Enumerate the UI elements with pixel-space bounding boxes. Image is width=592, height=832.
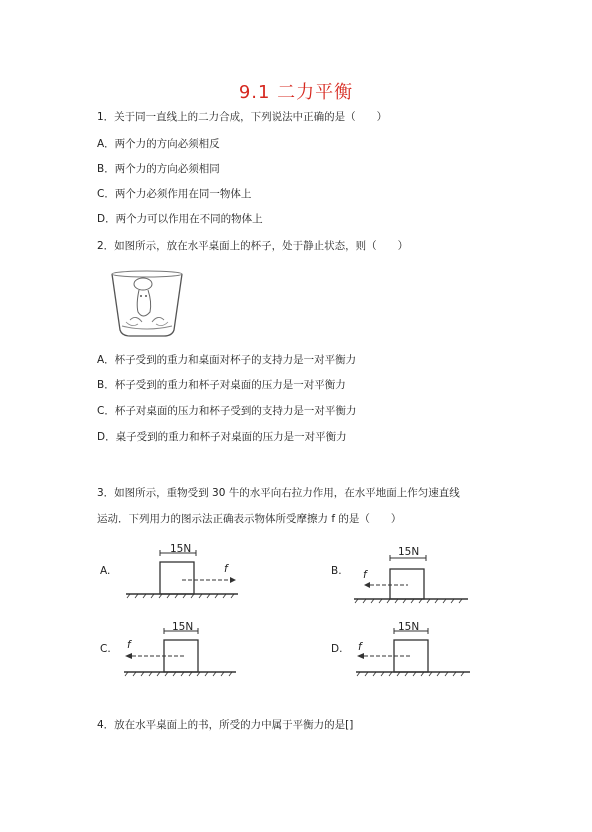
q1-option-b: B．两个力的方向必须相同 <box>97 163 220 175</box>
diagram-d-f-label: f <box>358 641 362 653</box>
q1-option-d: D．两个力可以作用在不同的物体上 <box>97 213 263 225</box>
diagram-a-letter: A. <box>100 565 111 577</box>
q2-option-b: B．杯子受到的重力和杯子对桌面的压力是一对平衡力 <box>97 379 346 391</box>
q3-stem-line1: 3．如图所示，重物受到 30 牛的水平向右拉力作用，在水平地面上作匀速直线 <box>97 487 460 499</box>
diagram-c <box>118 628 238 680</box>
diagram-b-letter: B. <box>331 565 342 577</box>
q2-option-c: C．杯子对桌面的压力和杯子受到的支持力是一对平衡力 <box>97 405 357 417</box>
q2-option-d: D．桌子受到的重力和杯子对桌面的压力是一对平衡力 <box>97 431 347 443</box>
diagram-d-scale-label: 15N <box>398 621 420 633</box>
page-title: 9.1 二力平衡 <box>238 82 354 103</box>
q2-option-a: A．杯子受到的重力和桌面对杯子的支持力是一对平衡力 <box>97 354 357 366</box>
diagram-a-f-label: f <box>224 563 228 575</box>
diagram-c-letter: C. <box>100 643 111 655</box>
diagram-c-scale-label: 15N <box>172 621 194 633</box>
q2-stem: 2．如图所示，放在水平桌面上的杯子，处于静止状态，则（ ） <box>97 240 409 252</box>
diagram-d <box>350 628 472 680</box>
diagram-b-f-label: f <box>363 569 367 581</box>
q4-stem: 4．放在水平桌面上的书，所受的力中属于平衡力的是[] <box>97 719 354 731</box>
diagram-a <box>122 550 242 600</box>
diagram-d-letter: D. <box>331 643 343 655</box>
cup-figure <box>108 270 186 340</box>
q3-stem-line2: 运动．下列用力的图示法正确表示物体所受摩擦力 f 的是（ ） <box>97 513 402 525</box>
diagram-b <box>350 555 470 605</box>
diagram-a-scale-label: 15N <box>170 543 192 555</box>
q1-option-c: C．两个力必须作用在同一物体上 <box>97 188 252 200</box>
q1-option-a: A．两个力的方向必须相反 <box>97 138 220 150</box>
q1-stem: 1．关于同一直线上的二力合成，下列说法中正确的是（ ） <box>97 111 388 123</box>
diagram-b-scale-label: 15N <box>398 546 420 558</box>
diagram-c-f-label: f <box>127 639 131 651</box>
